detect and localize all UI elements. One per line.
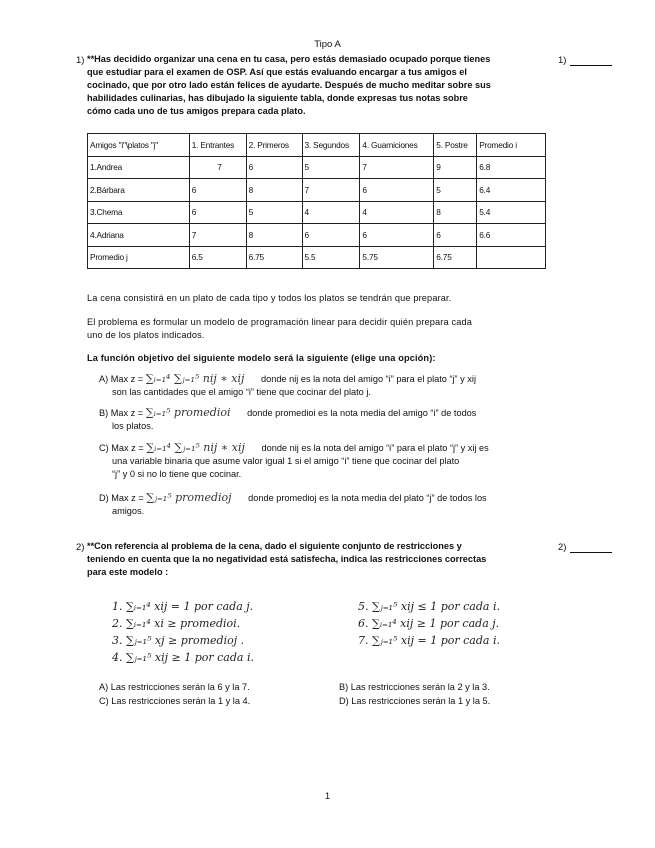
table-cell: 6	[302, 224, 360, 247]
option-a-continuation: son las cantidades que el amigo “i” tiene que cocinar del plato j.	[112, 387, 371, 397]
table-cell: 6.75	[434, 246, 477, 269]
option-a-label: A) Max z =	[99, 374, 144, 384]
option-b-label: B) Max z =	[99, 408, 144, 418]
answer-option-c[interactable]: C) Las restricciones serán la 1 y la 4.	[99, 696, 251, 706]
option-d-label: D) Max z =	[99, 493, 144, 503]
table-header: Amigos "i"\platos "j"	[88, 134, 190, 157]
table-header: 1. Entrantes	[189, 134, 246, 157]
table-cell: 6	[189, 201, 246, 224]
option-d-formula: ∑ⱼ₌₁⁵ promedioj	[146, 491, 232, 504]
table-cell: 9	[434, 156, 477, 179]
constraint-2: 2. ∑ᵢ₌₁⁴ xi ≥ promedioi.	[112, 617, 241, 630]
table-cell: 6.5	[189, 246, 246, 269]
question-1-answer-line	[570, 56, 612, 66]
question-1-line: que estudiar para el examen de OSP. Así que estás evaluando encargar a tus amigos el	[87, 67, 467, 77]
table-row	[88, 201, 546, 224]
table-cell: 5.5	[302, 246, 360, 269]
option-c-formula: ∑ᵢ₌₁⁴ ∑ⱼ₌₁⁵ nij ∗ xij	[146, 441, 245, 454]
table-cell: 8	[434, 201, 477, 224]
option-b-text: donde promedioi es la nota media del amigo “i” de todos	[247, 408, 477, 418]
table-cell: 6.8	[477, 156, 546, 179]
table-cell: 6	[360, 224, 434, 247]
question-2-line: teniendo en cuenta que la no negatividad está satisfecha, indica las restricciones correctas	[87, 554, 487, 564]
page-number: 1	[324, 791, 331, 802]
table-cell: 6.4	[477, 179, 546, 202]
table-cell: 6.6	[477, 224, 546, 247]
table-row	[88, 224, 546, 247]
option-a[interactable]	[99, 372, 559, 399]
table-cell: 6	[360, 179, 434, 202]
constraints-right-column	[358, 598, 500, 649]
constraint-7: 7. ∑ⱼ₌₁⁵ xij = 1 por cada i.	[358, 634, 500, 647]
table-header: Promedio i	[477, 134, 546, 157]
paragraph-dinner: La cena consistirá en un plato de cada tipo y todos los platos se tendrán que preparar.	[87, 293, 452, 303]
question-1-text	[87, 53, 557, 118]
answer-option-a[interactable]: A) Las restricciones serán la 6 y la 7.	[99, 682, 250, 692]
table-cell: 8	[246, 224, 302, 247]
table-cell: 6.75	[246, 246, 302, 269]
table-cell: 3.Chema	[88, 201, 190, 224]
option-c-label: C) Max z =	[99, 443, 144, 453]
option-c-text: donde nij es la nota del amigo “i” para el plato “j” y xij es	[261, 443, 489, 453]
table-cell: 4.Adriana	[88, 224, 190, 247]
ratings-table	[87, 133, 546, 269]
constraint-4: 4. ∑ⱼ₌₁⁵ xij ≥ 1 por cada i.	[112, 651, 254, 664]
table-cell: 7	[360, 156, 434, 179]
question-2-line: para este modelo :	[87, 567, 169, 577]
answer-option-d[interactable]: D) Las restricciones serán la 1 y la 5.	[339, 696, 491, 706]
table-cell: 5.75	[360, 246, 434, 269]
constraints-left-column	[112, 598, 254, 666]
page-title: Tipo A	[314, 39, 341, 50]
table-cell: 8	[246, 179, 302, 202]
question-1-line: cocinado, que por otro lado están felices de ayudarte. Después de mucho meditar sobre sus	[87, 80, 491, 90]
answer-option-b[interactable]: B) Las restricciones serán la 2 y la 3.	[339, 682, 490, 692]
question-2-answer-line	[570, 543, 612, 553]
table-row	[88, 179, 546, 202]
question-1-side-label: 1)	[558, 55, 567, 66]
table-cell: 5	[434, 179, 477, 202]
table-header: 5. Postre	[434, 134, 477, 157]
option-d-text: donde promedioj es la nota media del plato “j” de todos los	[248, 493, 487, 503]
option-a-text: donde nij es la nota del amigo “i” para el plato “j” y xij	[260, 374, 476, 384]
question-1-line: habilidades culinarias, has dibujado la siguiente tabla, donde expresas tus notas sobre	[87, 93, 468, 103]
constraint-1: 1. ∑ᵢ₌₁⁴ xij = 1 por cada j.	[112, 600, 254, 613]
table-cell: 7	[189, 224, 246, 247]
table-header: 4. Guarniciones	[360, 134, 434, 157]
table-header: 3. Segundos	[302, 134, 360, 157]
table-cell: 6	[434, 224, 477, 247]
table-cell: 2.Bárbara	[88, 179, 190, 202]
table-cell: 4	[360, 201, 434, 224]
table-cell: 1.Andrea	[88, 156, 190, 179]
table-cell: 5	[302, 156, 360, 179]
paragraph-line: uno de los platos indicados.	[87, 330, 205, 340]
option-c-continuation: “j” y 0 si no lo tiene que cocinar.	[112, 469, 242, 479]
constraint-5: 5. ∑ⱼ₌₁⁵ xij ≤ 1 por cada i.	[358, 600, 500, 613]
question-1-line: cómo cada uno de tus amigos prepara cada plato.	[87, 106, 306, 116]
table-cell: 4	[302, 201, 360, 224]
paragraph-problem	[87, 316, 557, 342]
table-header: 2. Primeros	[246, 134, 302, 157]
question-1-line: **Has decidido organizar una cena en tu casa, pero estás demasiado ocupado porque tienes	[87, 54, 491, 64]
option-b-continuation: los platos.	[112, 421, 154, 431]
table-cell: 6	[246, 156, 302, 179]
question-2-line: **Con referencia al problema de la cena, dado el siguiente conjunto de restricciones y	[87, 541, 462, 551]
table-cell: 5.4	[477, 201, 546, 224]
table-cell	[477, 246, 546, 269]
table-cell: 7	[302, 179, 360, 202]
option-a-formula: ∑ᵢ₌₁⁴ ∑ⱼ₌₁⁵ nij ∗ xij	[145, 372, 245, 385]
table-row	[88, 246, 546, 269]
question-1-answer-slot[interactable]	[558, 55, 612, 66]
table-cell: 5	[246, 201, 302, 224]
question-2-answer-slot[interactable]	[558, 542, 612, 553]
option-b-formula: ∑ᵢ₌₁⁵ promedioi	[145, 406, 231, 419]
constraint-6: 6. ∑ᵢ₌₁⁴ xij ≥ 1 por cada j.	[358, 617, 500, 630]
question-2-text	[87, 540, 557, 579]
option-c-continuation: una variable binaria que asume valor igual 1 si el amigo “i” tiene que cocinar del plato	[112, 456, 460, 466]
table-header-row	[88, 134, 546, 157]
question-2-number: 2)	[76, 542, 85, 553]
constraint-3: 3. ∑ⱼ₌₁⁵ xj ≥ promedioj .	[112, 634, 245, 647]
question-1-prompt: La función objetivo del siguiente modelo será la siguiente (elige una opción):	[87, 353, 436, 363]
question-1-number: 1)	[76, 55, 85, 66]
question-2-side-label: 2)	[558, 542, 567, 553]
option-c[interactable]	[99, 441, 559, 481]
table-cell: 6	[189, 179, 246, 202]
option-d[interactable]	[99, 491, 559, 518]
table-cell: 7	[189, 156, 246, 179]
paragraph-line: El problema es formular un modelo de programación linear para decidir quién prepara cada	[87, 317, 472, 327]
option-d-continuation: amigos.	[112, 506, 145, 516]
option-b[interactable]	[99, 406, 559, 433]
table-cell: Promedio j	[88, 246, 190, 269]
table-row	[88, 156, 546, 179]
